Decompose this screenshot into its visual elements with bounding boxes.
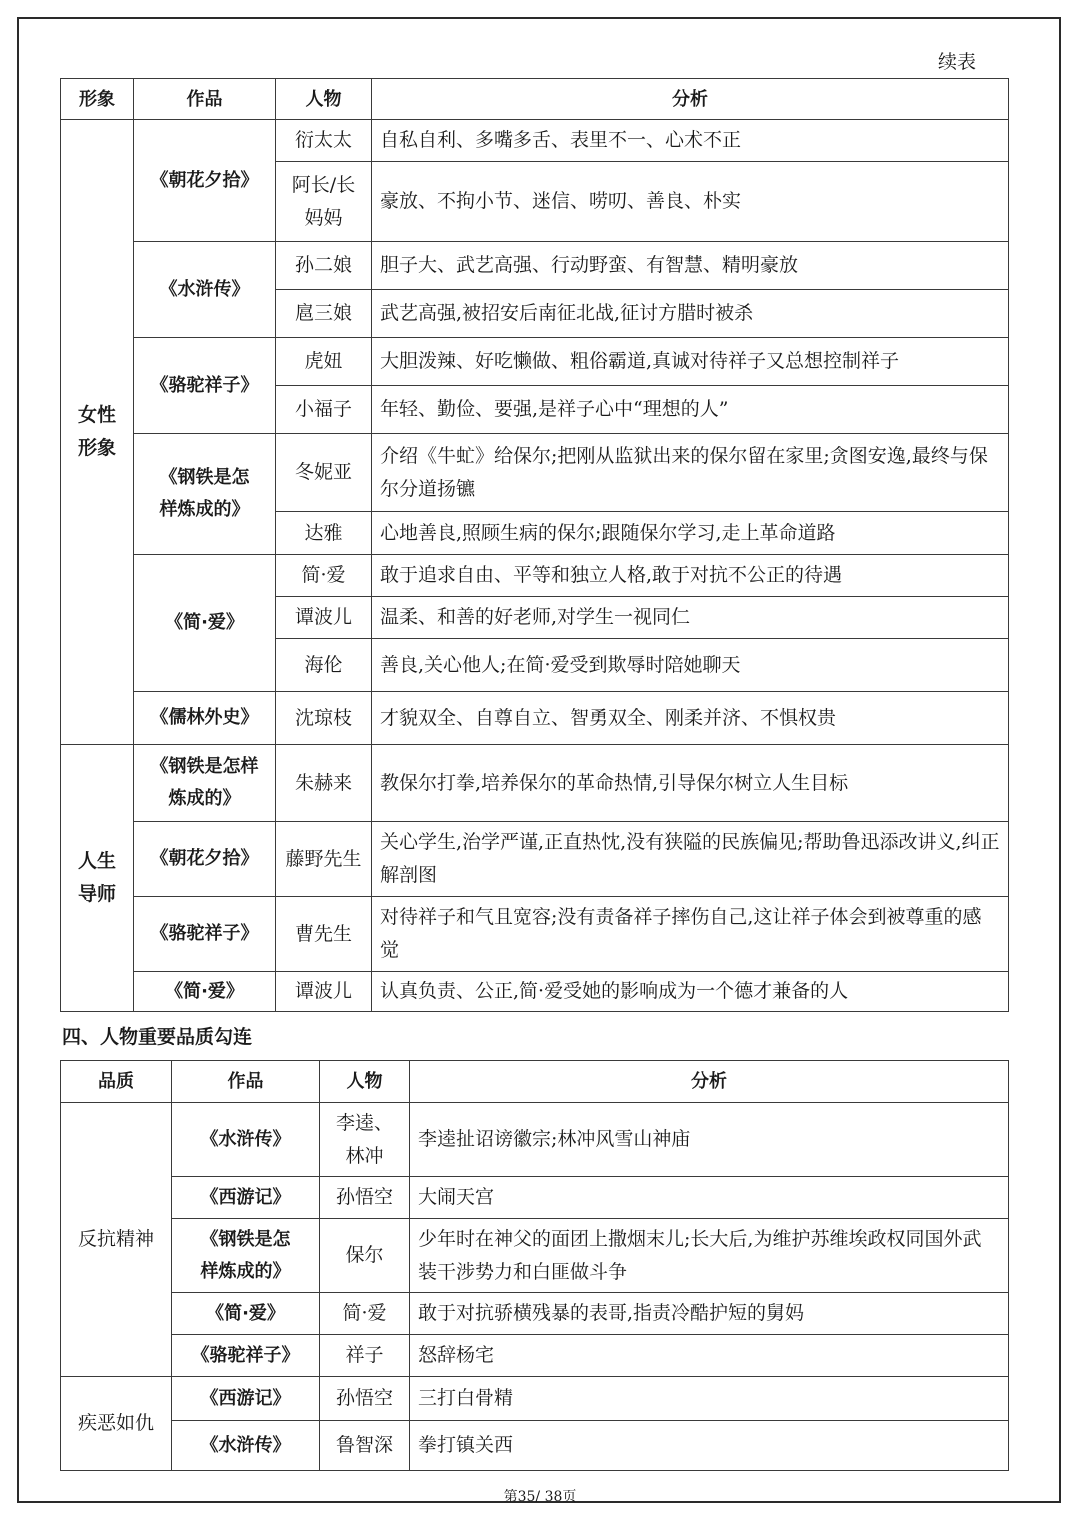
analysis-cell: 心地善良,照顾生病的保尔;跟随保尔学习,走上革命道路 (372, 512, 1009, 555)
analysis-cell: 自私自利、多嘴多舌、表里不一、心术不正 (372, 120, 1009, 162)
analysis-cell: 大闹天宫 (410, 1177, 1009, 1219)
category-cell: 疾恶如仇 (61, 1377, 172, 1471)
category-cell: 女性 形象 (61, 120, 134, 745)
analysis-cell: 认真负责、公正,简·爱受她的影响成为一个德才兼备的人 (372, 972, 1009, 1012)
person-cell: 虎妞 (276, 338, 372, 386)
work-cell: 《钢铁是怎样 炼成的》 (134, 745, 276, 822)
analysis-cell: 对待祥子和气且宽容;没有责备祥子摔伤自己,这让祥子体会到被尊重的感觉 (372, 897, 1009, 972)
table-row (61, 338, 1009, 386)
person-cell: 小福子 (276, 386, 372, 434)
table-row (61, 822, 1009, 897)
analysis-cell: 豪放、不拘小节、迷信、唠叨、善良、朴实 (372, 162, 1009, 242)
header-cell: 作品 (134, 79, 276, 120)
table-row (61, 1293, 1009, 1335)
page-number: 第35/ 38页 (503, 1489, 577, 1505)
header-cell: 人物 (320, 1061, 410, 1103)
table-row (61, 1177, 1009, 1219)
table-row (61, 692, 1009, 745)
analysis-cell: 大胆泼辣、好吃懒做、粗俗霸道,真诚对待祥子又总想控制祥子 (372, 338, 1009, 386)
table-row (61, 1335, 1009, 1377)
character-image-table (60, 78, 1009, 1012)
table-row (61, 1219, 1009, 1293)
analysis-cell: 少年时在神父的面团上撒烟末儿;长大后,为维护苏维埃政权同国外武装干涉势力和白匪做斗争 (410, 1219, 1009, 1293)
work-cell: 《骆驼祥子》 (134, 897, 276, 972)
category-cell: 人生 导师 (61, 745, 134, 1012)
category-cell: 反抗精神 (61, 1103, 172, 1377)
analysis-cell: 三打白骨精 (410, 1377, 1009, 1421)
work-cell: 《儒林外史》 (134, 692, 276, 745)
work-cell: 《水浒传》 (172, 1103, 320, 1177)
person-cell: 阿长/长 妈妈 (276, 162, 372, 242)
person-cell: 李逵、 林冲 (320, 1103, 410, 1177)
work-cell: 《朝花夕拾》 (134, 822, 276, 897)
table-row (61, 120, 1009, 162)
analysis-cell: 怒辞杨宅 (410, 1335, 1009, 1377)
section-heading: 四、人物重要品质勾连 (62, 1026, 253, 1048)
work-cell: 《水浒传》 (134, 242, 276, 338)
person-cell: 藤野先生 (276, 822, 372, 897)
analysis-cell: 教保尔打拳,培养保尔的革命热情,引导保尔树立人生目标 (372, 745, 1009, 822)
person-cell: 谭波儿 (276, 972, 372, 1012)
analysis-cell: 善良,关心他人;在简·爱受到欺辱时陪她聊天 (372, 639, 1009, 692)
work-cell: 《钢铁是怎 样炼成的》 (172, 1219, 320, 1293)
person-cell: 朱赫来 (276, 745, 372, 822)
analysis-cell: 敢于对抗骄横残暴的表哥,指责冷酷护短的舅妈 (410, 1293, 1009, 1335)
analysis-cell: 年轻、勤俭、要强,是祥子心中“理想的人” (372, 386, 1009, 434)
person-cell: 冬妮亚 (276, 434, 372, 512)
work-cell: 《朝花夕拾》 (134, 120, 276, 242)
table-row (61, 745, 1009, 822)
analysis-cell: 武艺高强,被招安后南征北战,征讨方腊时被杀 (372, 290, 1009, 338)
person-cell: 孙二娘 (276, 242, 372, 290)
analysis-cell: 温柔、和善的好老师,对学生一视同仁 (372, 597, 1009, 639)
table-row (61, 434, 1009, 512)
person-cell: 孙悟空 (320, 1377, 410, 1421)
header-cell: 分析 (372, 79, 1009, 120)
analysis-cell: 介绍《牛虻》给保尔;把刚从监狱出来的保尔留在家里;贪图安逸,最终与保尔分道扬镳 (372, 434, 1009, 512)
person-cell: 鲁智深 (320, 1421, 410, 1471)
person-cell: 海伦 (276, 639, 372, 692)
work-cell: 《简·爱》 (172, 1293, 320, 1335)
work-cell: 《水浒传》 (172, 1421, 320, 1471)
work-cell: 《骆驼祥子》 (134, 338, 276, 434)
table-header-row (61, 79, 1009, 120)
person-cell: 简·爱 (320, 1293, 410, 1335)
work-cell: 《简·爱》 (134, 555, 276, 692)
table-row (61, 1377, 1009, 1421)
work-cell: 《西游记》 (172, 1177, 320, 1219)
analysis-cell: 敢于追求自由、平等和独立人格,敢于对抗不公正的待遇 (372, 555, 1009, 597)
table-header-row (61, 1061, 1009, 1103)
person-cell: 孙悟空 (320, 1177, 410, 1219)
table-row (61, 897, 1009, 972)
person-cell: 扈三娘 (276, 290, 372, 338)
work-cell: 《简·爱》 (134, 972, 276, 1012)
person-cell: 达雅 (276, 512, 372, 555)
continued-label: 续表 (938, 51, 977, 73)
character-quality-table (60, 1060, 1009, 1471)
analysis-cell: 李逵扯诏谤徽宗;林冲风雪山神庙 (410, 1103, 1009, 1177)
table-row (61, 1421, 1009, 1471)
work-cell: 《骆驼祥子》 (172, 1335, 320, 1377)
person-cell: 曹先生 (276, 897, 372, 972)
header-cell: 形象 (61, 79, 134, 120)
work-cell: 《西游记》 (172, 1377, 320, 1421)
analysis-cell: 胆子大、武艺高强、行动野蛮、有智慧、精明豪放 (372, 242, 1009, 290)
person-cell: 祥子 (320, 1335, 410, 1377)
work-cell: 《钢铁是怎 样炼成的》 (134, 434, 276, 555)
table-row (61, 242, 1009, 290)
analysis-cell: 关心学生,治学严谨,正直热忱,没有狭隘的民族偏见;帮助鲁迅添改讲义,纠正解剖图 (372, 822, 1009, 897)
analysis-cell: 才貌双全、自尊自立、智勇双全、刚柔并济、不惧权贵 (372, 692, 1009, 745)
person-cell: 谭波儿 (276, 597, 372, 639)
table-row (61, 972, 1009, 1012)
person-cell: 简·爱 (276, 555, 372, 597)
analysis-cell: 拳打镇关西 (410, 1421, 1009, 1471)
header-cell: 人物 (276, 79, 372, 120)
table-row (61, 555, 1009, 597)
table-row (61, 1103, 1009, 1177)
person-cell: 衍太太 (276, 120, 372, 162)
header-cell: 作品 (172, 1061, 320, 1103)
header-cell: 品质 (61, 1061, 172, 1103)
person-cell: 保尔 (320, 1219, 410, 1293)
person-cell: 沈琼枝 (276, 692, 372, 745)
header-cell: 分析 (410, 1061, 1009, 1103)
